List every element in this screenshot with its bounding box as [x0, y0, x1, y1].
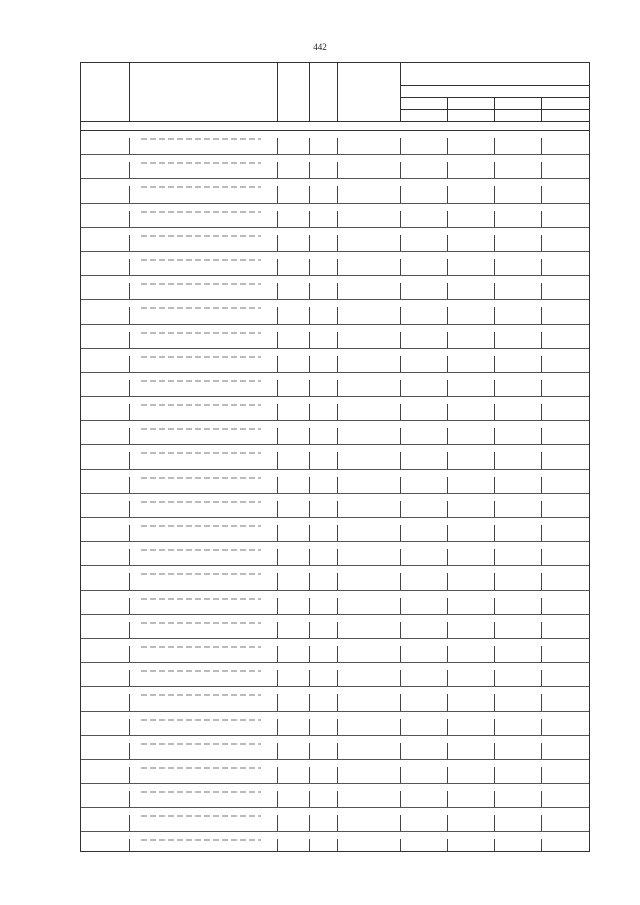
illegible-text-placeholder: [141, 549, 261, 551]
table-row: [81, 694, 589, 711]
illegible-text-placeholder: [141, 573, 261, 575]
illegible-text-placeholder: [141, 501, 261, 503]
table-body: [81, 138, 589, 852]
illegible-text-placeholder: [141, 694, 261, 696]
illegible-text-placeholder: [141, 162, 261, 164]
table-row: [81, 598, 589, 615]
illegible-text-placeholder: [141, 428, 261, 430]
illegible-text-placeholder: [141, 235, 261, 237]
table-row: [81, 743, 589, 760]
table-row: [81, 380, 589, 397]
table-row: [81, 573, 589, 590]
table-row: [81, 767, 589, 784]
illegible-text-placeholder: [141, 743, 261, 745]
illegible-text-placeholder: [141, 622, 261, 624]
table-row: [81, 428, 589, 445]
table-row: [81, 235, 589, 252]
illegible-text-placeholder: [141, 670, 261, 672]
illegible-text-placeholder: [141, 332, 261, 334]
table-row: [81, 839, 589, 852]
table-row: [81, 259, 589, 276]
illegible-text-placeholder: [141, 307, 261, 309]
illegible-text-placeholder: [141, 283, 261, 285]
table-row: [81, 404, 589, 421]
illegible-text-placeholder: [141, 452, 261, 454]
table-row: [81, 501, 589, 518]
illegible-text-placeholder: [141, 356, 261, 358]
table-row: [81, 646, 589, 663]
illegible-text-placeholder: [141, 477, 261, 479]
illegible-text-placeholder: [141, 598, 261, 600]
price-table: [80, 62, 590, 852]
illegible-text-placeholder: [141, 815, 261, 817]
illegible-text-placeholder: [141, 767, 261, 769]
table-row: [81, 211, 589, 228]
table-row: [81, 307, 589, 324]
table-row: [81, 525, 589, 542]
illegible-text-placeholder: [141, 259, 261, 261]
illegible-text-placeholder: [141, 211, 261, 213]
table-row: [81, 356, 589, 373]
illegible-text-placeholder: [141, 791, 261, 793]
illegible-text-placeholder: [141, 138, 261, 140]
table-row: [81, 283, 589, 300]
table-row: [81, 670, 589, 687]
table-row: [81, 452, 589, 469]
illegible-text-placeholder: [141, 646, 261, 648]
column-numbers-row: [81, 122, 589, 131]
illegible-text-placeholder: [141, 404, 261, 406]
illegible-text-placeholder: [141, 839, 261, 841]
illegible-text-placeholder: [141, 719, 261, 721]
table-header: [81, 63, 589, 122]
table-row: [81, 477, 589, 494]
table-row: [81, 162, 589, 179]
illegible-text-placeholder: [141, 186, 261, 188]
table-row: [81, 622, 589, 639]
table-row: [81, 719, 589, 736]
page-number: 442: [313, 42, 327, 52]
table-row: [81, 138, 589, 155]
table-row: [81, 549, 589, 566]
table-row: [81, 186, 589, 203]
table-row: [81, 791, 589, 808]
illegible-text-placeholder: [141, 380, 261, 382]
table-row: [81, 332, 589, 349]
table-row: [81, 815, 589, 832]
illegible-text-placeholder: [141, 525, 261, 527]
